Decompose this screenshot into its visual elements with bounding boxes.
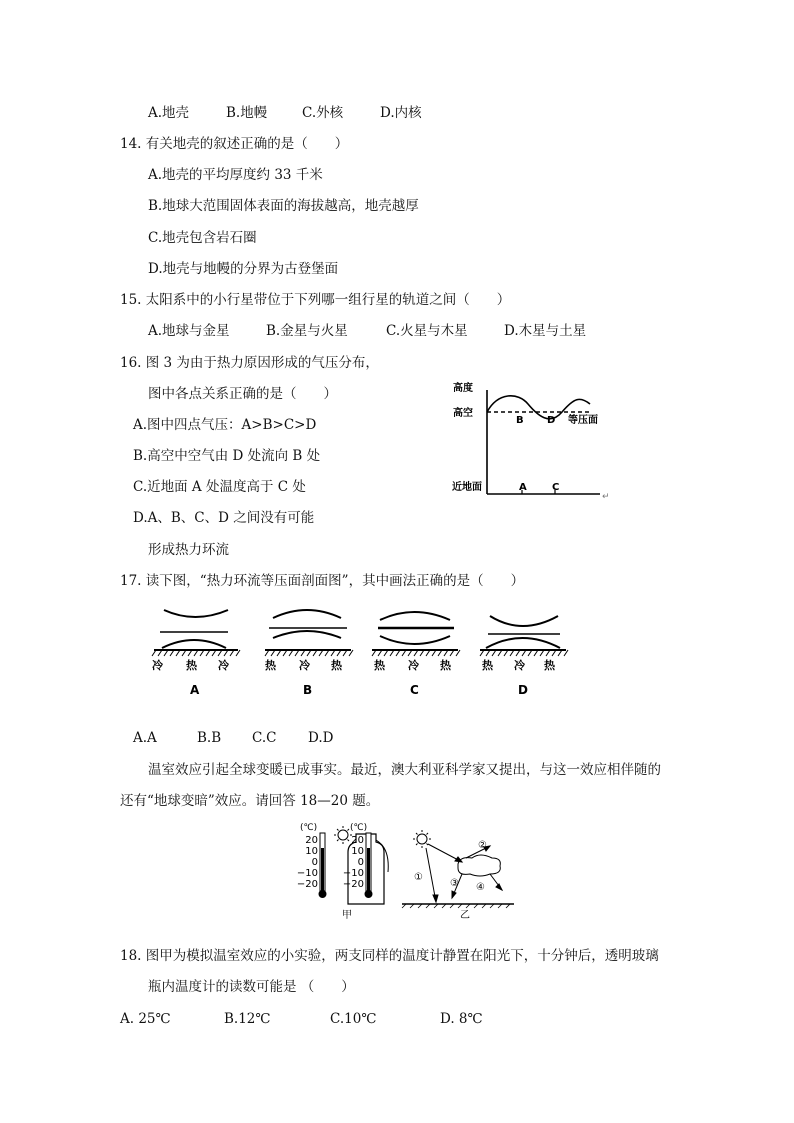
thermo1-tick-minus10: −10 (296, 868, 318, 879)
q14-stem: 14. 有关地壳的叙述正确的是（ ） (120, 136, 349, 152)
figure-label-jia: 甲 (342, 910, 352, 921)
thermo2-tick-10: 10 (351, 846, 364, 857)
q18-stem-line2: 瓶内温度计的读数可能是 （ ） (148, 979, 355, 995)
q14-option-d: D.地壳与地幔的分界为古登堡面 (148, 261, 339, 277)
arrow-label-4: ④ (476, 882, 485, 893)
q16-fig-label-height: 高度 (453, 383, 473, 394)
q17-a-label-2: 热 (186, 659, 197, 672)
q17-b-label-1: 热 (265, 659, 276, 672)
q18-option-a: A. 25℃ (120, 1011, 171, 1027)
q13-option-b: B.地幔 (226, 105, 268, 121)
q17-option-d: D.D (308, 730, 334, 746)
thermo2-tick-0: 0 (357, 857, 364, 868)
thermo1-tick-0: 0 (311, 857, 318, 868)
q13-option-c: C.外核 (302, 105, 344, 121)
q16-pressure-figure (440, 376, 630, 506)
q17-c-label-1: 热 (374, 659, 385, 672)
q13-option-a: A.地壳 (148, 105, 190, 121)
q14-option-a: A.地壳的平均厚度约 33 千米 (148, 167, 323, 183)
q17-d-label-2: 冷 (514, 659, 525, 672)
q17-diagram-a (150, 606, 250, 696)
q17-c-label-2: 冷 (408, 659, 419, 672)
q17-option-c: C.C (252, 730, 277, 746)
thermo1-tick-minus20: −20 (296, 879, 318, 890)
q16-fig-point-b: B (516, 415, 524, 426)
intro-line-2: 还有“地球变暗”效应。请回答 18—20 题。 (120, 793, 380, 809)
q17-a-label-3: 冷 (218, 659, 229, 672)
q17-a-letter: A (190, 683, 200, 697)
q16-fig-point-c: C (552, 482, 560, 493)
thermo1-tick-10: 10 (305, 846, 318, 857)
q16-option-d: D.A、B、C、D 之间没有可能 (133, 510, 315, 526)
q13-option-d: D.内核 (380, 105, 422, 121)
q18-option-c: C.10℃ (330, 1011, 377, 1027)
q15-stem: 15. 太阳系中的小行星带位于下列哪一组行星的轨道之间（ ） (120, 292, 511, 308)
q17-diagram-d (478, 606, 578, 696)
q14-option-b: B.地球大范围固体表面的海拔越高，地壳越厚 (148, 198, 419, 214)
q16-fig-point-d: D (547, 415, 556, 426)
intro-line-1: 温室效应引起全球变暖已成事实。最近，澳大利亚科学家又提出，与这一效应相伴随的 (148, 762, 661, 778)
q16-fig-point-a: A (519, 482, 527, 493)
q16-fig-label-high: 高空 (453, 408, 473, 419)
q15-option-d: D.木星与土星 (504, 323, 587, 339)
q18-option-d: D. 8℃ (440, 1011, 483, 1027)
figure-label-yi: 乙 (460, 910, 470, 921)
arrow-label-3: ③ (450, 878, 459, 889)
q16-fig-label-ground: 近地面 (452, 482, 482, 493)
q16-stem-line1: 16. 图 3 为由于热力原因形成的气压分布， (120, 355, 379, 371)
q17-c-label-3: 热 (440, 659, 451, 672)
q16-fig-label-isobar: 等压面 (568, 415, 598, 426)
thermo2-tick-minus10: −10 (342, 868, 364, 879)
q17-a-label-1: 冷 (152, 659, 163, 672)
q15-option-c: C.火星与木星 (386, 323, 468, 339)
q17-stem: 17. 读下图，“热力环流等压面剖面图”，其中画法正确的是（ ） (120, 573, 525, 589)
q17-b-letter: B (303, 683, 313, 697)
q16-option-d-continued: 形成热力环流 (148, 542, 229, 558)
q17-d-label-1: 热 (482, 659, 493, 672)
q15-option-b: B.金星与火星 (266, 323, 348, 339)
q17-d-label-3: 热 (544, 659, 555, 672)
arrow-label-1: ① (414, 872, 423, 883)
q18-option-b: B.12℃ (224, 1011, 271, 1027)
thermo2-tick-minus20: −20 (342, 879, 364, 890)
q17-option-b: B.B (197, 730, 222, 746)
q17-option-a: A.A (133, 730, 157, 746)
q16-option-b: B.高空中空气由 D 处流向 B 处 (133, 448, 321, 464)
q17-b-label-3: 热 (331, 659, 342, 672)
thermo2-tick-20: 20 (351, 835, 364, 846)
q18-stem-line1: 18. 图甲为模拟温室效应的小实验，两支同样的温度计静置在阳光下，十分钟后，透明玻璃 (120, 948, 659, 964)
thermo2-unit: (℃) (350, 823, 368, 833)
q14-option-c: C.地壳包含岩石圈 (148, 230, 257, 246)
q17-d-letter: D (518, 683, 528, 697)
q17-diagram-c (370, 606, 470, 696)
q16-option-c: C.近地面 A 处温度高于 C 处 (133, 479, 306, 495)
q16-stem-line2: 图中各点关系正确的是（ ） (148, 386, 337, 402)
thermo1-tick-20: 20 (305, 835, 318, 846)
q17-diagram-b (263, 606, 363, 696)
q16-option-a: A.图中四点气压：A>B>C>D (133, 417, 317, 433)
sun-icon (413, 830, 431, 848)
q17-c-letter: C (410, 683, 419, 697)
thermo1-unit: (℃) (300, 823, 318, 833)
arrow-label-2: ② (478, 840, 487, 851)
greenhouse-figure (290, 818, 520, 922)
q15-option-a: A.地球与金星 (148, 323, 230, 339)
q16-fig-return-mark: ↵ (602, 492, 610, 502)
q17-b-label-2: 冷 (299, 659, 310, 672)
